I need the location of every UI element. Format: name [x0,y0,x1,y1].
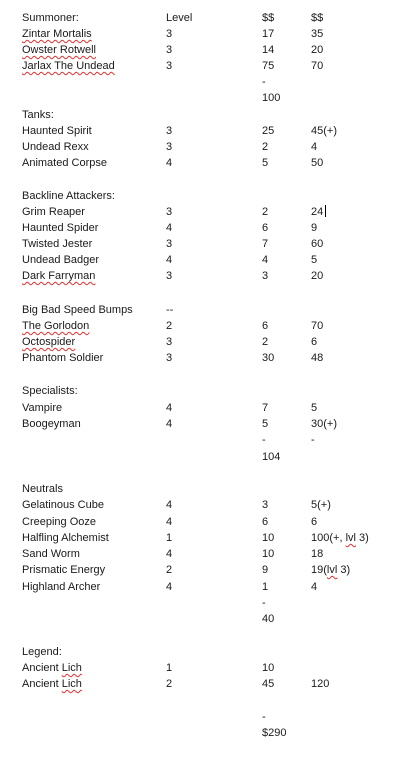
unit-name: Highland Archer [22,581,101,593]
unit-name: Owster Rotwell [22,44,96,56]
unit-cost-part: lvl [326,564,338,576]
section-heading-row [0,107,400,123]
unit-cost: 5 [311,254,318,266]
unit-level: 1 [166,532,173,544]
section-heading-row [0,644,400,660]
unit-cost: 50 [311,157,324,169]
unit-name-part: Lich [61,678,82,690]
unit-name: Grim Reaper [22,206,85,218]
unit-name: Gelatinous Cube [22,499,104,511]
unit-name: Sand Worm [22,548,80,560]
unit-cost-cell [311,530,369,546]
cost-column-header: $$ [311,12,324,24]
unit-cost: 17 [262,28,275,40]
unit-cost: 48 [311,352,324,364]
unit-level: 3 [166,352,173,364]
unit-cost: 7 [262,238,269,250]
subtotal-dash: - [262,434,266,446]
section-heading: Summoner: [22,12,79,24]
unit-cost: 4 [311,141,318,153]
table-row [0,562,400,578]
unit-level: 3 [166,270,173,282]
unit-level: 3 [166,141,173,153]
table-row [0,530,400,546]
unit-name: Boogeyman [22,418,81,430]
unit-cost: 30 [262,352,275,364]
section-heading: Big Bad Speed Bumps [22,304,133,316]
unit-cost: 20 [311,270,324,282]
unit-cost: 9 [311,222,318,234]
unit-name: Haunted Spirit [22,125,92,137]
unit-name-part: Lich [61,662,82,674]
table-row [0,155,400,171]
unit-cost: 20 [311,44,324,56]
unit-name: Haunted Spider [22,222,99,234]
unit-level: 1 [166,662,173,674]
unit-name: Animated Corpse [22,157,107,169]
table-row [0,400,400,416]
level-column-header: Level [166,12,193,24]
unit-level: 4 [166,418,173,430]
section-heading-row [0,302,400,318]
section-heading: Specialists: [22,385,78,397]
table-row [0,26,400,42]
subtotal-row [0,90,400,106]
unit-name: Phantom Soldier [22,352,104,364]
table-row [0,123,400,139]
unit-name-part: Ancient [22,678,62,690]
unit-name-cell [22,660,82,676]
unit-cost: 5 [262,418,269,430]
subtotal-dash-row [0,432,400,448]
unit-level: 3 [166,206,173,218]
table-row [0,220,400,236]
unit-name: The Gorlodon [22,320,90,332]
unit-cost: 7 [262,402,269,414]
section-heading: Backline Attackers: [22,190,115,202]
subtotal-dash-row [0,74,400,90]
table-row [0,350,400,366]
unit-name: Creeping Ooze [22,516,96,528]
unit-name-cell [22,676,82,692]
table-row [0,334,400,350]
unit-name-part: Ancient [22,662,62,674]
unit-cost-part: 19( [311,564,327,576]
total-row [0,725,400,741]
unit-cost: 6 [262,516,269,528]
unit-cost: 70 [311,320,324,332]
unit-cost: 75 [262,60,275,72]
table-row [0,204,400,220]
unit-level: 2 [166,320,173,332]
section-heading: Tanks: [22,109,54,121]
unit-cost: 3 [262,270,269,282]
unit-cost: 10 [262,532,275,544]
unit-level: 2 [166,564,173,576]
unit-cost-part: 3) [337,564,351,576]
unit-name: Jarlax The Undead [22,60,115,72]
unit-cost: 5 [262,157,269,169]
table-row [0,42,400,58]
unit-name: Undead Rexx [22,141,89,153]
unit-level: 4 [166,581,173,593]
unit-cost: 2 [262,336,269,348]
subtotal-dash: - [262,76,266,88]
section-heading-row [0,383,400,399]
table-row [0,268,400,284]
unit-cost: 10 [262,548,275,560]
unit-level: 2 [166,678,173,690]
unit-level: 4 [166,157,173,169]
table-row [0,514,400,530]
unit-level: 3 [166,60,173,72]
unit-cost-part: lvl [345,532,356,544]
table-row [0,58,400,74]
unit-cost: 18 [311,548,324,560]
unit-level: 4 [166,516,173,528]
unit-cost: 3 [262,499,269,511]
subtotal-row [0,449,400,465]
unit-name: Octospider [22,336,76,348]
subtotal-value: 100 [262,92,281,104]
unit-level: 3 [166,238,173,250]
unit-level: 4 [166,402,173,414]
unit-cost-cell[interactable] [311,204,326,220]
unit-cost: 1 [262,581,269,593]
table-row [0,236,400,252]
heading-level-dashes: -- [166,304,174,316]
unit-name: Dark Farryman [22,270,96,282]
unit-name: Halfling Alchemist [22,532,109,544]
total-dash-row [0,709,400,725]
unit-cost-part: 100(+, [311,532,346,544]
table-row [0,660,400,676]
unit-cost: 2 [262,206,269,218]
unit-cost: 45(+) [311,125,337,137]
grand-total: $290 [262,727,287,739]
section-heading-row [0,188,400,204]
unit-cost-cell [311,562,350,578]
unit-level: 3 [166,125,173,137]
subtotal-dash: - [311,434,315,446]
unit-cost: 10 [262,662,275,674]
table-row [0,139,400,155]
unit-name: Undead Badger [22,254,100,266]
unit-name: Vampire [22,402,63,414]
unit-cost: 6 [262,222,269,234]
unit-level: 4 [166,254,173,266]
unit-cost: 6 [262,320,269,332]
unit-cost: 30(+) [311,418,337,430]
unit-name: Prismatic Energy [22,564,106,576]
text-cursor [325,205,326,217]
unit-cost: 2 [262,141,269,153]
unit-cost: 6 [311,516,318,528]
unit-cost: 5 [311,402,318,414]
table-row [0,416,400,432]
subtotal-value: 104 [262,451,281,463]
unit-level: 3 [166,28,173,40]
table-row [0,318,400,334]
section-heading-row [0,481,400,497]
unit-cost: 14 [262,44,275,56]
subtotal-dash-row [0,595,400,611]
unit-level: 3 [166,336,173,348]
unit-cost: 5(+) [311,499,331,511]
unit-cost: 25 [262,125,275,137]
unit-level: 4 [166,548,173,560]
section-heading: Neutrals [22,483,63,495]
table-row [0,252,400,268]
unit-cost: 70 [311,60,324,72]
unit-cost: 35 [311,28,324,40]
subtotal-dash: - [262,597,266,609]
unit-cost: 4 [311,581,318,593]
table-row [0,676,400,692]
unit-cost: 60 [311,238,324,250]
unit-cost: 120 [311,678,330,690]
unit-name: Zintar Mortalis [22,28,92,40]
table-row [0,579,400,595]
unit-cost-part: 3) [355,532,369,544]
unit-cost: 9 [262,564,269,576]
table-row [0,546,400,562]
unit-level: 4 [166,499,173,511]
section-heading: Legend: [22,646,62,658]
subtotal-value: 40 [262,613,275,625]
table-row [0,497,400,513]
unit-cost: 45 [262,678,275,690]
unit-cost: 6 [311,336,318,348]
unit-cost: 4 [262,254,269,266]
cost-column-header: $$ [262,12,275,24]
total-dash: - [262,711,266,723]
unit-cost: 24 [311,206,324,218]
unit-level: 4 [166,222,173,234]
subtotal-row [0,611,400,627]
unit-level: 3 [166,44,173,56]
summoner-header-row [0,10,400,26]
unit-name: Twisted Jester [22,238,93,250]
